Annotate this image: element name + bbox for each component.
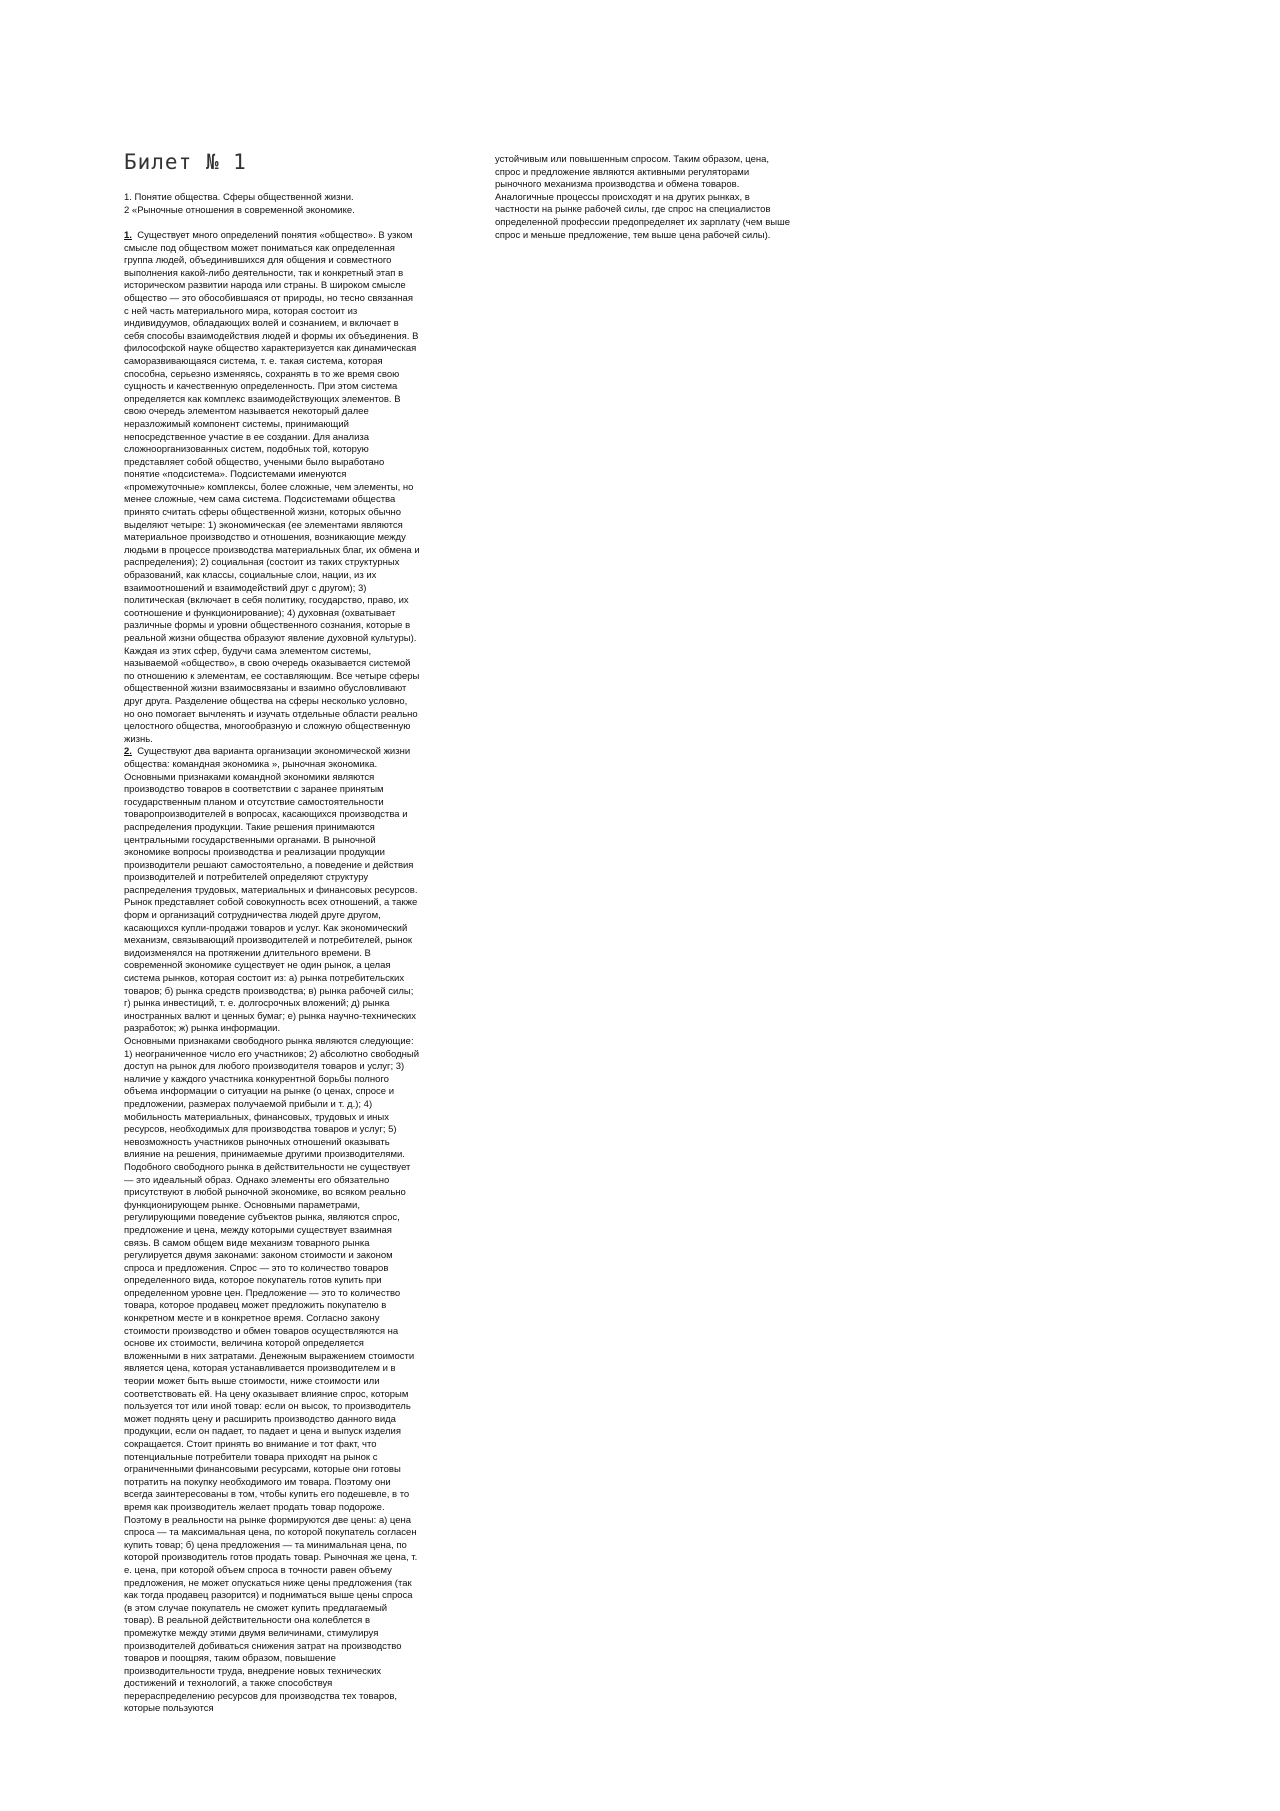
question-2: 2 «Рыночные отношения в современной экономике. (124, 204, 355, 216)
answer-2-text-part1: Существуют два варианта организации экономической жизни общества: командная экономика », рыночная экономика. Основными признаками командной экономики являются производство товаров в соответствии с заранее принятым государственным планом и отсутствие самостоятельности товаропроизводителей в вопросах, касающихся производства и распределения продукции. Такие решения принимаются центральными государственными органами. В рыночной экономике вопросы производства и реализации продукции производители решают самостоятельно, а поведение и действия производителей и потребителей определяют структуру распределения трудовых, материальных и финансовых ресурсов. Рынок представляет собой совокупность всех отношений, а также форм и организаций сотрудничества людей друге другом, касающихся купли-продажи товаров и услуг. Как экономический механизм, связывающий производителей и потребителей, рынок видоизменялся на протяжении длительного времени. В современной экономике существует не один рынок, а целая система рынков, которая состоит из: а) рынка потребительских товаров; б) рынка средств производства; в) рынка рабочей силы; г) рынка инвестиций, т. е. долгосрочных вложений; д) рынка иностранных валют и ценных бумаг; е) рынка научно-технических разработок; ж) рынка информации. (124, 746, 418, 1035)
answer-2-text-part2: Основными признаками свободного рынка являются следующие: 1) неограниченное число его участников; 2) абсолютно свободный доступ на рынок для любого производителя товаров и услуг; 3) наличие у каждого участника конкурентной борьбы полного объема информации о ситуации на рынке (о ценах, спросе и предложении, размерах получаемой прибыли и т. д.); 4) мобильность материальных, финансовых, трудовых и иных ресурсов, необходимых для производства товаров и услуг; 5) невозможность участников рыночных отношений оказывать влияние на решения, принимаемые другими производителями. Подобного свободного рынка в действительности не существует — это идеальный образ. Однако элементы его обязательно присутствуют в любой рыночной экономике, во всяком реально функционирующем рынке. Основными параметрами, регулирующими поведение субъектов рынка, являются спрос, предложение и цена, между которыми существует взаимная связь. В самом общем виде механизм товарного рынка регулируется двумя законами: законом стоимости и законом спроса и предложения. Спрос — это то количество товаров определенного вида, которое покупатель готов купить при определенном уровне цен. Предложение — это то количество товара, которое продавец может предложить покупателю в конкретном месте и в конкретное время. Согласно закону стоимости производство и обмен товаров осуществляются на основе их стоимости, величина которой определяется вложенными в них затратами. Денежным выражением стоимости является цена, которая устанавливается производителем и в теории может быть выше стоимости, ниже стоимости или соответствовать ей. На цену оказывает влияние спрос, которым пользуется тот или иной товар: если он высок, то производитель может поднять цену и расширить производство данного вида продукции, если он падает, то падает и цена и выпуск изделия сокращается. Стоит принять во внимание и тот факт, что потенциальные потребители товара приходят на рынок с ограниченными финансовыми ресурсами, которые они готовы потратить на покупку необходимого им товара. Поэтому они всегда заинтересованы в том, чтобы купить его подешевле, в то время как производитель желает продать товар подороже. Поэтому в реальности на рынке формируются две цены: а) цена спроса — та максимальная цена, по которой покупатель согласен купить товар; б) цена предложения — та минимальная цена, по которой производитель готов продать товар. Рыночная же цена, т. е. цена, при которой объем спроса в точности равен объему предложения, не может опускаться ниже цены предложения (так как тогда продавец разорится) и подниматься выше цены спроса (в этом случае покупатель не сможет купить предлагаемый товар). В реальной действительности она колеблется в промежутке между этими двумя величинами, стимулируя производителей добиваться снижения затрат на производство товаров и поощряя, таким образом, повышение производительности труда, внедрение новых технических достижений и технологий, а также способствуя перераспределению ресурсов для производства тех товаров, которые пользуются (124, 1036, 419, 1715)
page-title: Билет № 1 (124, 150, 247, 174)
questions-list (124, 192, 424, 217)
answer-2-number: 2. (124, 746, 132, 758)
question-1: 1. Понятие общества. Сферы общественной жизни. (124, 192, 354, 203)
answer-1-paragraph (124, 230, 420, 746)
answer-1-number: 1. (124, 230, 132, 241)
answer-1-text: Существует много определений понятия «общество». В узком смысле под обществом может пониматься как определенная группа людей, объединившихся для общения и совместного выполнения какой-либо деятельности, так и конкретный этап в историческом развитии народа или страны. В широком смысле общество — это обособившаяся от природы, но тесно связанная с ней часть материального мира, которая состоит из индивидуумов, обладающих волей и сознанием, и включает в себя способы взаимодействия людей и формы их объединения. В философской науке общество характеризуется как динамическая саморазвивающаяся система, т. е. такая система, которая способна, серьезно изменяясь, сохранять в то же время свою сущность и качественную определенность. При этом система определяется как комплекс взаимодействующих элементов. В свою очередь элементом называется некоторый далее неразложимый компонент системы, принимающий непосредственное участие в ее создании. Для анализа сложноорганизованных систем, подобных той, которую представляет собой общество, учеными было выработано понятие «подсистема». Подсистемами именуются «промежуточные» комплексы, более сложные, чем элементы, но менее сложные, чем сама система. Подсистемами общества принято считать сферы общественной жизни, которых обычно выделяют четыре: 1) экономическая (ее элементами являются материальное производство и отношения, возникающие между людьми в процессе производства материальных благ, их обмена и распределения); 2) социальная (состоит из таких структурных образований, как классы, социальные слои, нации, из их взаимоотношений и взаимодействий друг с другом); 3) политическая (включает в себя политику, государство, право, их соотношение и функционирование); 4) духовная (охватывает различные формы и уровни общественного сознания, которые в реальной жизни общества образуют явление духовной культуры). Каждая из этих сфер, будучи сама элементом системы, называемой «общество», в свою очередь оказывается системой по отношению к элементам, ее составляющим. Все четыре сферы общественной жизни взаимосвязаны и взаимно обусловливают друг друга. Разделение общества на сферы несколько условно, но оно помогает вычленять и изучать отдельные области реально целостного общества, многообразную и сложную общественную жизнь. (124, 230, 420, 745)
right-column (495, 154, 791, 242)
answer-2-text-part3: устойчивым или повышенным спросом. Таким образом, цена, спрос и предложение являются активными регуляторами рыночного механизма производства и обмена товаров. Аналогичные процессы происходят и на других рынках, в частности на рынке рабочей силы, где спрос на специалистов определенной профессии предопределяет их зарплату (чем выше спрос и меньше предложение, тем выше цена рабочей силы). (495, 154, 790, 241)
left-column (124, 230, 420, 1716)
answer-2-paragraph (124, 746, 420, 1036)
